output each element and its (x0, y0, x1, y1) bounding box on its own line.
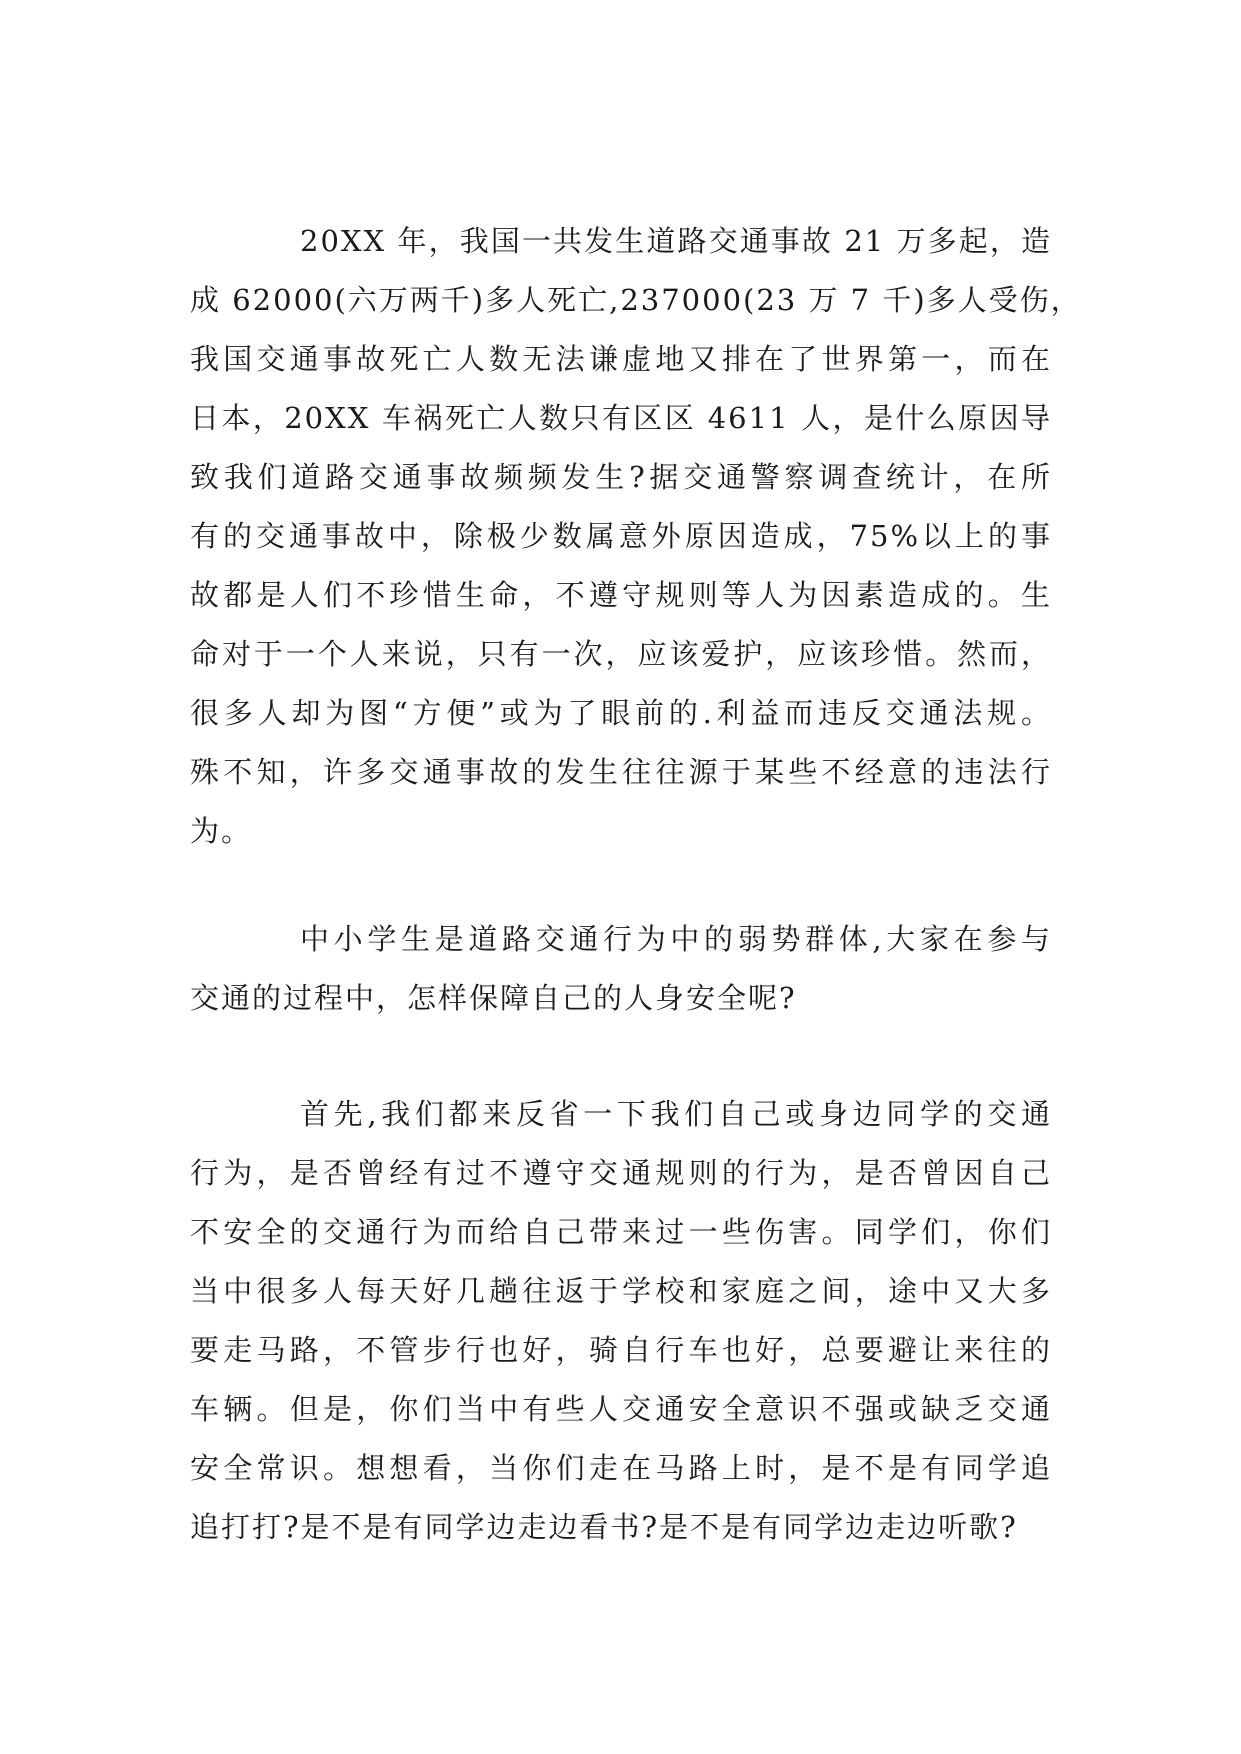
paragraph-line: 故都是人们不珍惜生命，不遵守规则等人为因素造成的。生 (190, 578, 1052, 612)
paragraph-line: 为。 (190, 814, 253, 848)
paragraph-line: 要走马路，不管步行也好，骑自行车也好，总要避让来往的 (190, 1333, 1052, 1367)
paragraph-line: 致我们道路交通事故频频发生?据交通警察调查统计，在所 (190, 460, 1052, 494)
paragraph-line: 行为，是否曾经有过不遵守交通规则的行为，是否曾因自己 (190, 1156, 1052, 1190)
paragraph-line: 追打打?是不是有同学边走边看书?是不是有同学边走边听歌? (190, 1510, 1018, 1544)
paragraph-line: 20XX 年，我国一共发生道路交通事故 21 万多起，造 (300, 224, 1052, 258)
paragraph-line: 交通的过程中，怎样保障自己的人身安全呢? (190, 981, 797, 1015)
paragraph-line: 有的交通事故中，除极少数属意外原因造成，75%以上的事 (190, 519, 1052, 553)
paragraph-line: 殊不知，许多交通事故的发生往往源于某些不经意的违法行 (190, 755, 1052, 789)
paragraph-line: 当中很多人每天好几趟往返于学校和家庭之间，途中又大多 (190, 1274, 1052, 1308)
paragraph-line: 命对于一个人来说，只有一次，应该爱护，应该珍惜。然而， (190, 637, 1052, 671)
paragraph-traffic-statistics (190, 212, 1082, 861)
paragraph-self-reflection (190, 1085, 1052, 1557)
paragraph-line: 成 62000(六万两千)多人死亡,237000(23 万 7 千)多人受伤， (190, 283, 1082, 317)
paragraph-line: 很多人却为图“方便”或为了眼前的.利益而违反交通法规。 (190, 696, 1052, 730)
paragraph-line: 中小学生是道路交通行为中的弱势群体,大家在参与 (300, 922, 1052, 956)
paragraph-line: 首先,我们都来反省一下我们自己或身边同学的交通 (300, 1097, 1052, 1131)
paragraph-students-safety (190, 910, 1052, 1028)
paragraph-line: 车辆。但是，你们当中有些人交通安全意识不强或缺乏交通 (190, 1392, 1052, 1426)
paragraph-line: 安全常识。想想看，当你们走在马路上时，是不是有同学追 (190, 1451, 1052, 1485)
paragraph-line: 日本，20XX 车祸死亡人数只有区区 4611 人，是什么原因导 (190, 401, 1052, 435)
paragraph-line: 我国交通事故死亡人数无法谦虚地又排在了世界第一，而在 (190, 342, 1052, 376)
paragraph-line: 不安全的交通行为而给自己带来过一些伤害。同学们，你们 (190, 1215, 1052, 1249)
